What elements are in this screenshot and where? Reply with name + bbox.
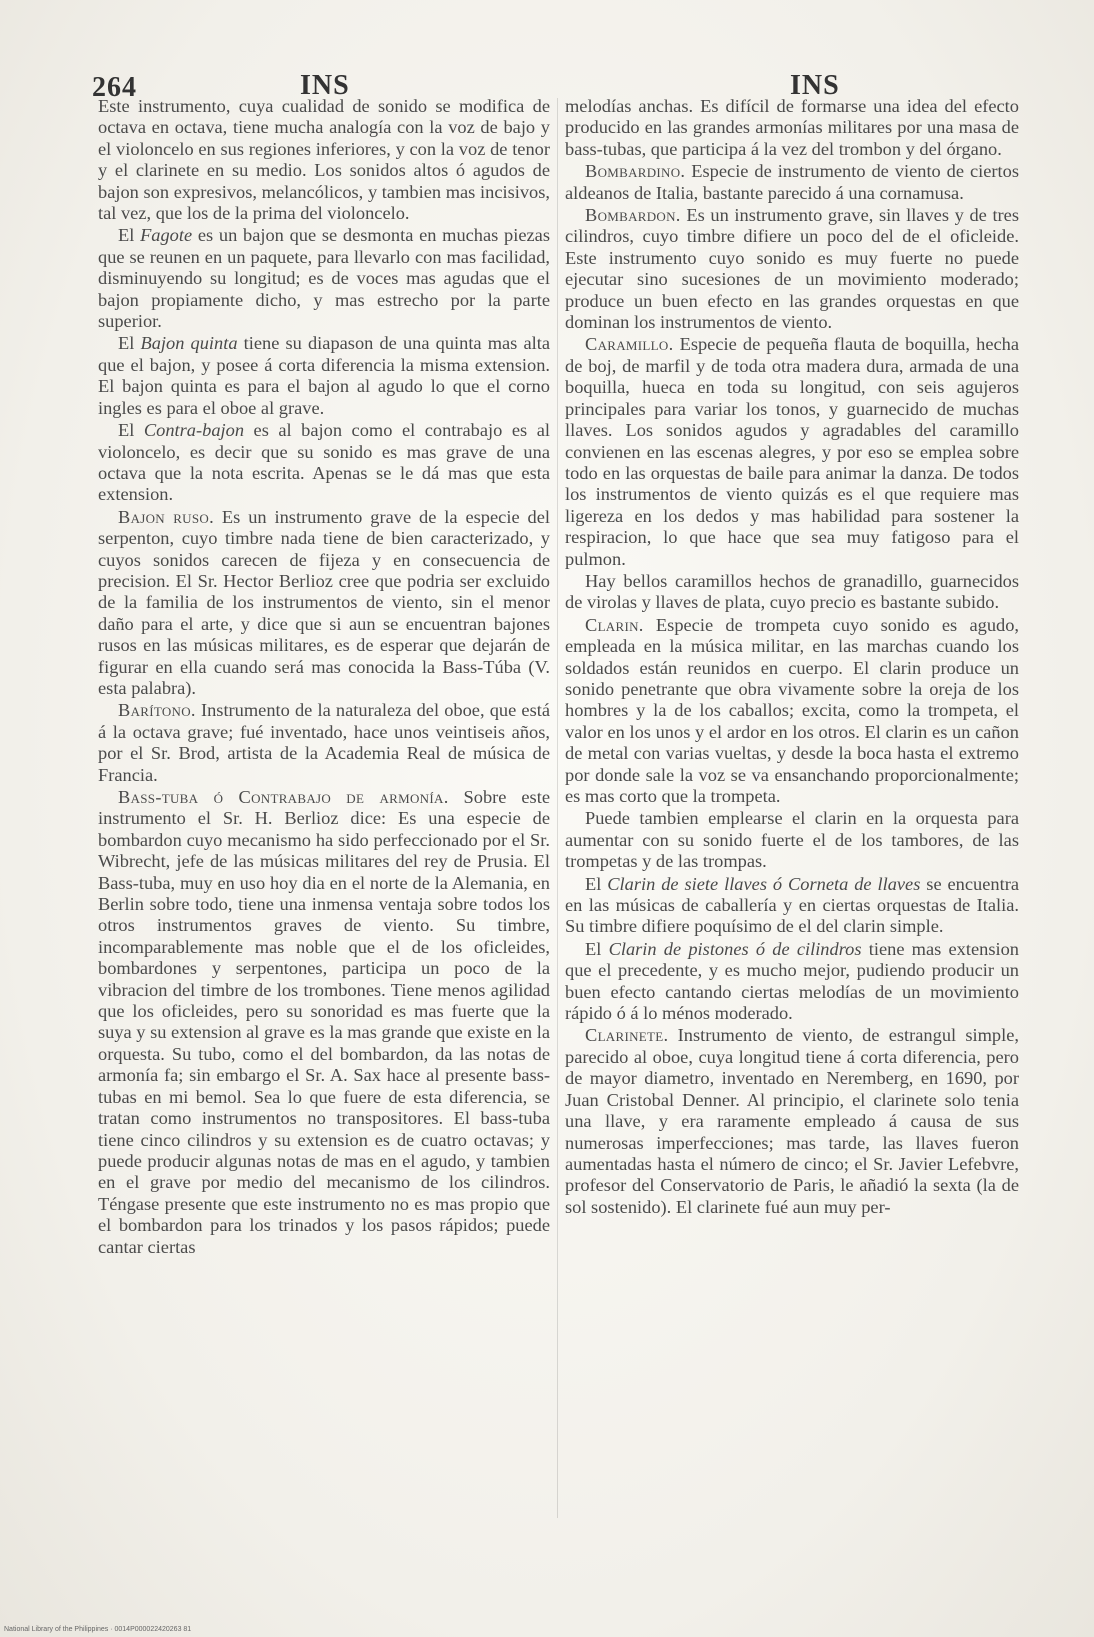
paragraph-text: Instrumento de la naturaleza del oboe, que está á la octava grave; fué inventado, hace unos veintiseis años, por el Sr. Brod, artista de la Academia Real de música de Francia.	[98, 700, 550, 785]
paragraph-text: se encuentra en las músicas de caballería y en ciertas orquestas de Italia. Su timbre difiere poquísimo de el del clarin simple.	[565, 873, 1019, 937]
entry-headword: Bass-tuba ó Contrabajo de armonía.	[118, 787, 449, 807]
entry-headword: Caramillo.	[585, 334, 674, 355]
entry-headword: Bombardon.	[585, 205, 681, 226]
lead-text: El	[118, 333, 141, 354]
italic-term: Bajon quinta	[140, 333, 238, 354]
paragraph	[98, 420, 550, 506]
entry-headword: Bombardino.	[585, 161, 686, 182]
paragraph-text: Sobre este instrumento el Sr. H. Berlioz dice: Es una especie de bombardon cuyo mecanismo ha sido perfeccionado por el Sr. Wibrecht, jefe de las músicas militares del rey de Prusia. El Bass-tuba, muy en uso hoy dia en el norte de la Alemania, en Berlin sobre todo, tiene una inmensa ventaja sobre todos los otros instrumentos graves de viento. Su timbre, incomparablemente mas noble que el de los oficleides, bombardones y serpentones, participa un poco de la vibracion del timbre de los trombones. Tiene menos agilidad que los oficleides, pero su sonoridad es mas fuerte que la suya y su extension al grave es la mas grande que existe en la orquesta. Su tubo, como el del bombardon, da las notas de armonía fa; sin embargo el Sr. A. Sax hace al presente bass-tubas en mi bemol. Sea lo que fuere de esta diferencia, se tratan como instrumentos no transpositores. El bass-tuba tiene cinco cilindros y su extension es de cuatro octavas; y puede producir algunas notas de mas en el agudo, y tambien en el grave por medio del mecanismo de los cilindros. Téngase presente que este instrumento no es mas propio que el bombardon para los trinados y los pasos rápidos; puede cantar ciertas	[98, 787, 550, 1257]
paragraph-text: Puede tambien emplearse el clarin en la orquesta para aumentar con su sonido fuerte el de los tambores, de las trompetas y de las trompas.	[565, 808, 1019, 872]
lead-text: El	[118, 420, 144, 441]
paragraph-text: tiene mas extension que el precedente, y es mucho mejor, pudiendo producir un buen efecto cantando ciertas melodías de un movimiento rápido ó á lo ménos moderado.	[565, 938, 1019, 1024]
left-text-column	[98, 96, 550, 1259]
paragraph	[98, 787, 550, 1258]
paragraph	[565, 161, 1019, 204]
lead-text: El	[585, 873, 608, 894]
paragraph	[565, 1025, 1019, 1218]
paragraph	[565, 96, 1019, 160]
italic-term: Contra-bajon	[143, 420, 245, 441]
paragraph	[565, 571, 1019, 614]
paragraph	[565, 874, 1019, 938]
left-running-head: INS	[300, 70, 350, 101]
paragraph	[565, 939, 1019, 1025]
paragraph-text: Este instrumento, cuya cualidad de sonido se modifica de octava en octava, tiene mucha analogía con la voz de bajo y el violoncelo en sus regiones inferiores, y con la voz de tenor y el clarinete en su medio. Los sonidos altos ó agudos de bajon son expresivos, melancólicos, y tambien mas incisivos, tal vez, que los de la prima del violoncelo.	[98, 96, 550, 224]
paragraph	[565, 615, 1019, 808]
right-text-column	[565, 96, 1019, 1219]
paragraph	[98, 96, 550, 224]
paragraph	[98, 507, 550, 700]
library-footer: National Library of the Philippines · 0014P000022420263 81	[4, 1626, 192, 1633]
column-divider	[557, 98, 558, 1518]
paragraph-text: Especie de instrumento de viento de ciertos aldeanos de Italia, bastante parecido á una cornamusa.	[565, 161, 1019, 203]
paragraph	[565, 808, 1019, 872]
paragraph	[98, 700, 550, 786]
paragraph-text: Es un instrumento grave de la especie del serpenton, cuyo timbre nada tiene de bien caracterizado, y cuyos sonidos carecen de fijeza y en consecuencia de precision. El Sr. Hector Berlioz cree que podria ser excluido de la familia de los instrumentos de viento, sin el menor daño para el arte, y dice que si aun se encuentran bajones rusos en las músicas militares, es de esperar que dejarán de figurar en ella cuando será mas conocida la Bass-Túba (V. esta palabra).	[98, 506, 550, 698]
paragraph-text: tiene su diapason de una quinta mas alta que el bajon, y posee á corta diferencia la misma extension. El bajon quinta es para el bajon al agudo lo que el corno ingles es para el oboe al grave.	[98, 333, 550, 418]
italic-term: Clarin de siete llaves ó Corneta de llaves	[607, 873, 921, 894]
lead-text: El	[118, 225, 141, 246]
paragraph	[565, 205, 1019, 333]
paragraph-text: es al bajon como el contrabajo es al violoncelo, es decir que su sonido es mas grave de una octava que la nota escrita. Apenas se le dá mas que esta extension.	[98, 420, 550, 505]
italic-term: Fagote	[140, 225, 193, 246]
italic-term: Clarin de pistones ó de cilindros	[608, 938, 862, 959]
paragraph	[98, 333, 550, 419]
lead-text: El	[585, 938, 609, 959]
paragraph	[98, 225, 550, 332]
entry-headword: Barítono.	[118, 700, 196, 721]
paragraph-text: es un bajon que se desmonta en muchas piezas que se reunen en un paquete, para llevarlo con mas facilidad, disminuyendo su longitud; es de voces mas agudas que el bajon propiamente dicho, y mas estrecho por la parte superior.	[98, 225, 550, 332]
paragraph	[565, 334, 1019, 569]
paragraph-text: Especie de pequeña flauta de boquilla, hecha de boj, de marfil y de toda otra madera dura, armada de una boquilla, hueca en toda su longitud, con seis agujeros principales para variar los tonos, y guarnecido de muchas llaves. Los sonidos agudos y agradables del caramillo convienen en las escenas alegres, y por eso se emplea sobre todo en las orquestas de baile para animar la danza. De todos los instrumentos de viento quizás es el que requiere mas ligereza en los dedos y mas habilidad para sostener la respiracion, lo que hace que sea muy fatigoso para el pulmon.	[565, 334, 1019, 569]
paragraph-text: Hay bellos caramillos hechos de granadillo, guarnecidos de virolas y llaves de plata, cuyo precio es bastante subido.	[565, 570, 1019, 613]
right-running-head: INS	[790, 70, 840, 101]
entry-headword: Bajon ruso.	[118, 506, 214, 527]
entry-headword: Clarinete.	[585, 1025, 669, 1046]
paragraph-text: Es un instrumento grave, sin llaves y de tres cilindros, cuyo timbre difiere un poco del de el oficleide. Este instrumento cuyo sonido es muy fuerte no puede ejecutar sino sucesiones de un movimiento moderado; produce un buen efecto en las grandes orquestas en que dominan los instrumentos de viento.	[565, 205, 1019, 333]
paragraph-text: Especie de trompeta cuyo sonido es agudo, empleada en la música militar, en las marchas cuando los soldados están reunidos en cuerpo. El clarin produce un sonido penetrante que obra vivamente sobre la oreja de los hombres y la de los caballos; excita, como la trompeta, el valor en los unos y el ardor en los otros. El clarin es un cañon de metal con varias vueltas, y desde la boca hasta el extremo por donde sale la voz se va ensanchando proporcionalmente; es mas corto que la trompeta.	[565, 614, 1019, 806]
paragraph-text: melodías anchas. Es difícil de formarse una idea del efecto producido en las grandes armonías militares por una masa de bass-tubas, que participa á la vez del trombon y del órgano.	[565, 96, 1019, 159]
paragraph-text: Instrumento de viento, de estrangul simple, parecido al oboe, cuya longitud tiene á corta diferencia, pero de mayor diametro, inventado en Neremberg, en 1690, por Juan Cristobal Denner. Al principio, el clarinete solo tenia una llave, y era raramente empleado á causa de sus numerosas imperfecciones; mas tarde, las llaves fueron aumentadas hasta el número de cinco; el Sr. Javier Lefebvre, profesor del Conservatorio de Paris, le añadió la sexta (la de sol sostenido). El clarinete fué aun muy per-	[565, 1025, 1019, 1217]
page-number: 264	[92, 72, 137, 103]
entry-headword: Clarin.	[585, 614, 644, 635]
